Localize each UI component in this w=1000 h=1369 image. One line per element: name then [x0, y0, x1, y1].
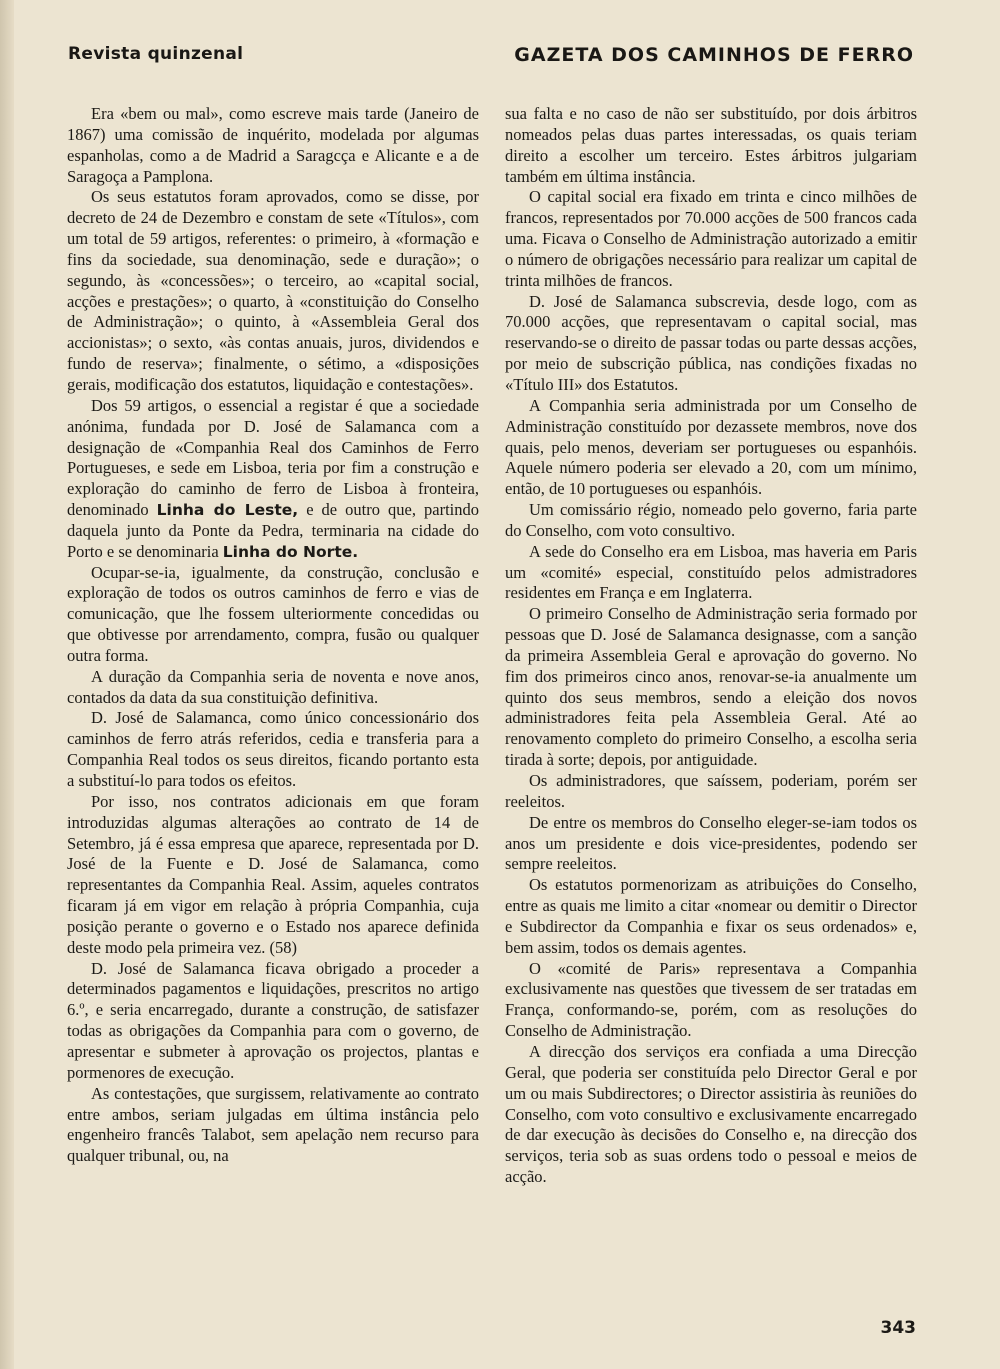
paragraph-text: Por isso, nos contratos adicionais em que foram introduzidas algumas alterações ao contrato de 14 de Setembro, já é essa empresa que aparece, representada por D. José de la Fuente e D. José de Salamanca, como representantes da Companhia Real. Assim, aqueles contratos ficaram já em vigor em relação à própria Companhia, cuja posição perante o governo e o Estado nos aparece definida deste modo pela primeira vez. — [67, 791, 479, 957]
paragraph: As contestações, que surgissem, relativamente ao contrato entre ambos, seriam julgadas em última instância pelo engenheiro francês Talabot, sem apelação nem recurso para qualquer tribunal, ou, na — [67, 1083, 479, 1166]
paragraph: Os seus estatutos foram aprovados, como se disse, por decreto de 24 de Dezembro e constam de sete «Títulos», com um total de 59 artigos, referentes: o primeiro, à «formação e fins da sociedade, sua denominação, sede e duração»; o segundo, às «concessões»; o terceiro, ao «capital social, acções e prestações»; o quarto, à «constituição do Conselho de Administração»; o quinto, à «Assembleia Geral dos accionistas»; o sexto, «às contas anuais, juros, dividendos e fundo de reserva»; finalmente, o sétimo, a «disposições gerais, modificação dos estatutos, liquidação e contestações». — [67, 187, 479, 394]
paragraph-text: Dos 59 artigos, o essencial a registar é que a sociedade anónima, fundada por D. José de Salamanca com a designação de «Companhia Real dos Caminhos de Ferro Portugueses, e sede em Lisboa, teria por fim a construção e exploração do caminho de ferro de Lisboa à fronteira, denominado — [67, 395, 479, 520]
footnote-ref: (58) — [269, 937, 298, 957]
paragraph: D. José de Salamanca ficava obrigado a proceder a determinados pagamentos e liquidações, prescritos no artigo 6.º, e seria encarregado, durante a construção, de satisfazer todas as obrigações da Companhia para com o governo, de apresentar e submeter à aprovação os projectos, plantas e pormenores de execução. — [67, 958, 479, 1082]
paragraph: A direcção dos serviços era confiada a uma Direcção Geral, que poderia ser constituída pelo Director Geral e por um ou mais Subdirectores; o Director assistiria às reuniões do Conselho, com voto consultivo e exclusivamente encarregado de dar execução às decisões do Conselho e, na direcção dos serviços, teria sob as suas ordens todo o pessoal e meios de acção. — [505, 1041, 917, 1187]
paragraph: D. José de Salamanca, como único concessionário dos caminhos de ferro atrás referidos, cedia e transferia para a Companhia Real todos os seus direitos, ficando portanto esta a substituí-lo para todos os efeitos. — [67, 708, 479, 790]
paragraph: A duração da Companhia seria de noventa e nove anos, contados da data da sua constituição definitiva. — [67, 666, 479, 707]
paragraph-text: e de outro que, partindo daquela junto da Ponte da Pedra, terminaria na cidade do Porto e se denominaria — [67, 500, 480, 561]
left-column — [67, 104, 479, 1167]
paragraph: A sede do Conselho era em Lisboa, mas haveria em Paris um «comité» especial, constituído pelos admistradores residentes em França e em Inglaterra. — [505, 541, 917, 603]
paragraph: O capital social era fixado em trinta e cinco milhões de francos, representados por 70.000 acções de 500 francos cada uma. Ficava o Conselho de Administração autorizado a emitir o número de obrigações necessário para realizar um capital de trinta milhões de francos. — [505, 187, 917, 290]
right-column — [505, 104, 917, 1188]
paragraph-continued: sua falta e no caso de não ser substituído, por dois árbitros nomeados pelas duas partes interessadas, os quais teriam direito a escolher um terceiro. Estes árbitros julgariam também em última instância. — [505, 104, 917, 186]
emphasis-linha-leste: Linha do Leste, — [156, 501, 299, 520]
paragraph — [67, 396, 479, 563]
page-number: 343 — [880, 1318, 916, 1338]
running-header-left: Revista quinzenal — [68, 44, 244, 64]
paragraph: A Companhia seria administrada por um Conselho de Administração constituído por dezassete membros, nove dos quais, pelo menos, deveriam ser portugueses ou espanhóis. Aquele número poderia ser elevado a 20, com um mínimo, então, de 10 portugueses ou espanhóis. — [505, 395, 917, 499]
paragraph — [67, 792, 479, 959]
paragraph: O «comité de Paris» representava a Companhia exclusivamente nas questões que tivessem de ser tratadas em França, conformando-se, porém, com as resoluções do Conselho de Administração. — [505, 958, 917, 1041]
page-edge — [0, 0, 14, 1369]
running-header-title: GAZETA DOS CAMINHOS DE FERRO — [514, 44, 914, 66]
paragraph: O primeiro Conselho de Administração seria formado por pessoas que D. José de Salamanca designasse, com a sanção da primeira Assembleia Geral e aprovação do governo. No fim dos primeiros cinco anos, renovar-se-ia anualmente um quinto dos seus membros, sendo a eleição dos novos administradores feita pela Assembleia Geral. Até ao renovamento completo do primeiro Conselho, a escolha seria tirada à sorte; depois, por antiguidade. — [505, 604, 917, 770]
paragraph: Os administradores, que saíssem, poderiam, porém ser reeleitos. — [505, 771, 917, 811]
paragraph: De entre os membros do Conselho eleger-se-iam todos os anos um presidente e dois vice-presidentes, podendo ser sempre reeleitos. — [505, 812, 917, 874]
emphasis-linha-norte: Linha do Norte. — [222, 542, 359, 561]
paragraph: Um comissário régio, nomeado pelo governo, faria parte do Conselho, com voto consultivo. — [505, 500, 917, 540]
paragraph: Os estatutos pormenorizam as atribuições do Conselho, entre as quais me limito a citar «nomear ou demitir o Director e Subdirector da Companhia e fixar os seus ordenados» e, bem assim, todos os demais agentes. — [505, 875, 917, 957]
paragraph: Era «bem ou mal», como escreve mais tarde (Janeiro de 1867) uma comissão de inquérito, modelada por algumas espanholas, como a de Madrid a Saragcça e Alicante e a de Saragoça a Pamplona. — [67, 104, 479, 186]
paragraph: Ocupar-se-ia, igualmente, da construção, conclusão e exploração de todos os outros caminhos de ferro e vias de comunicação, que lhe fossem ulteriormente concedidas ou que obtivesse por arrendamento, compra, fusão ou qualquer outra forma. — [67, 562, 479, 665]
paragraph: D. José de Salamanca subscrevia, desde logo, com as 70.000 acções, que representavam o capital social, mas reservando-se o direito de passar todas ou parte dessas acções, por meio de subscrição pública, nas condições fixadas no «Título III» dos Estatutos. — [505, 291, 917, 394]
